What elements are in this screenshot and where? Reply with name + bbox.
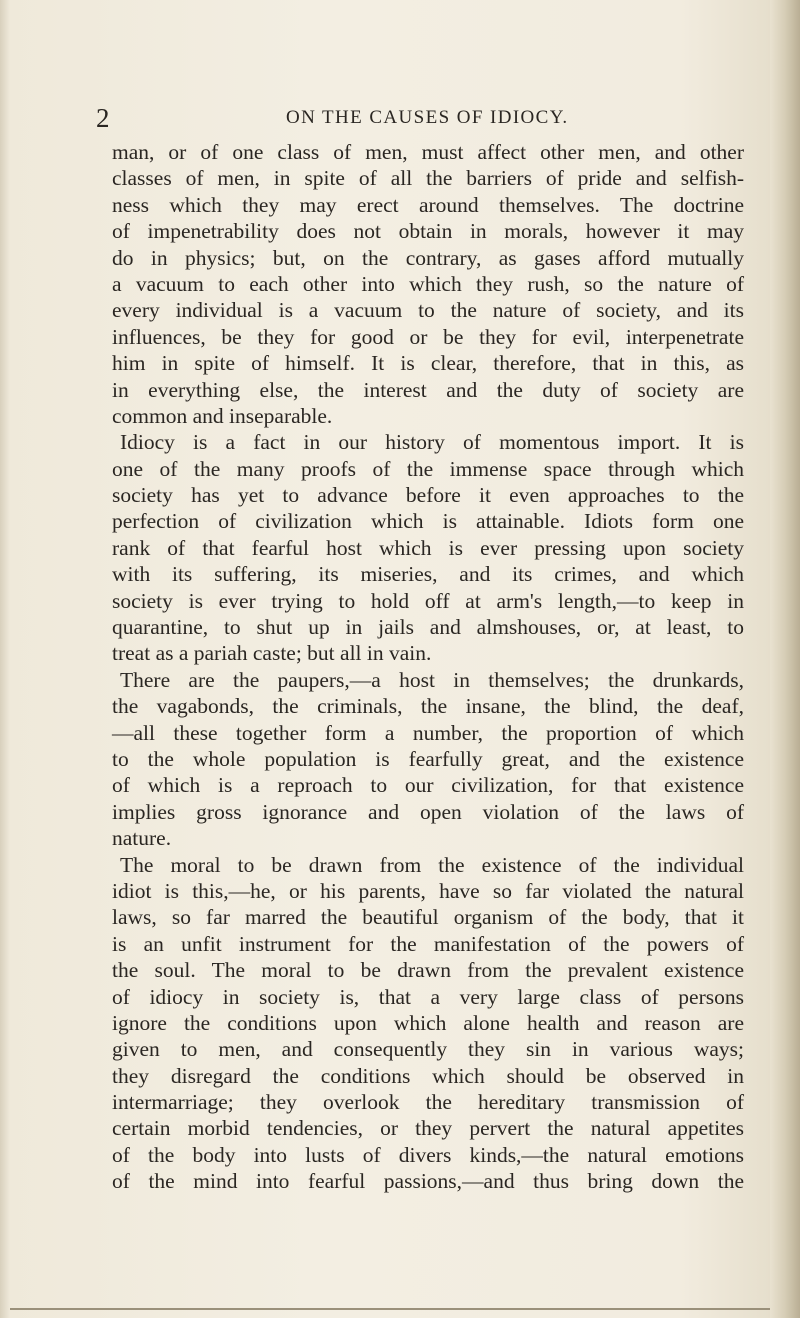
text-line: ignore the conditions upon which alone health and reason are	[112, 1010, 744, 1035]
text-line: Idiocy is a fact in our history of momentous import. It is	[120, 430, 744, 455]
text-line: a vacuum to each other into which they rush, so the nature of	[112, 271, 744, 296]
body-text	[112, 139, 744, 1195]
text-line: nature.	[112, 826, 172, 851]
text-line: implies gross ignorance and open violation of the laws of	[112, 799, 744, 824]
text-line: rank of that fearful host which is ever pressing upon society	[112, 535, 744, 560]
text-line: idiot is this,—he, or his parents, have so far violated the natural	[112, 878, 744, 903]
text-line: one of the many proofs of the immense space through which	[112, 456, 744, 481]
text-line: laws, so far marred the beautiful organism of the body, that it	[112, 905, 744, 930]
text-line: the soul. The moral to be drawn from the prevalent existence	[112, 958, 744, 983]
text-line: intermarriage; they overlook the hereditary transmission of	[112, 1090, 744, 1115]
text-line: The moral to be drawn from the existence of the individual	[120, 852, 744, 877]
page-left-edge	[0, 0, 10, 1318]
text-line: in everything else, the interest and the duty of society are	[112, 377, 744, 402]
text-line: do in physics; but, on the contrary, as gases afford mutually	[112, 245, 744, 270]
text-line: is an unfit instrument for the manifestation of the powers of	[112, 931, 744, 956]
text-line: given to men, and consequently they sin in various ways;	[112, 1037, 744, 1062]
text-line: perfection of civilization which is attainable. Idiots form one	[112, 509, 744, 534]
text-line: every individual is a vacuum to the nature of society, and its	[112, 298, 744, 323]
text-line: influences, be they for good or be they for evil, interpenetrate	[112, 324, 744, 349]
text-line: of which is a reproach to our civilization, for that existence	[112, 773, 744, 798]
text-line: with its suffering, its miseries, and its crimes, and which	[112, 562, 744, 587]
page-right-edge	[770, 0, 800, 1318]
text-line: ness which they may erect around themselves. The doctrine	[112, 192, 744, 217]
text-line: to the whole population is fearfully great, and the existence	[112, 746, 744, 771]
text-line: him in spite of himself. It is clear, therefore, that in this, as	[112, 351, 744, 376]
text-line: certain morbid tendencies, or they pervert the natural appetites	[112, 1116, 744, 1141]
text-line: of idiocy in society is, that a very large class of persons	[112, 984, 744, 1009]
running-head: ON THE CAUSES OF IDIOCY.	[286, 107, 569, 128]
text-line: treat as a pariah caste; but all in vain.	[112, 641, 432, 666]
page-header	[96, 103, 746, 133]
text-line: of the body into lusts of divers kinds,—the natural emotions	[112, 1142, 744, 1167]
text-line: society is ever trying to hold off at arm's length,—to keep in	[112, 588, 744, 613]
text-line: classes of men, in spite of all the barriers of pride and selfish-	[112, 166, 744, 191]
text-line: quarantine, to shut up in jails and almshouses, or, at least, to	[112, 615, 744, 640]
text-line: of the mind into fearful passions,—and thus bring down the	[112, 1169, 744, 1194]
text-line: of impenetrability does not obtain in morals, however it may	[112, 219, 744, 244]
text-line: the vagabonds, the criminals, the insane, the blind, the deaf,	[112, 694, 744, 719]
text-line: they disregard the conditions which should be observed in	[112, 1063, 744, 1088]
page-bottom-edge	[10, 1308, 770, 1310]
page-number: 2	[96, 103, 110, 133]
text-line: common and inseparable.	[112, 403, 333, 428]
text-line: —all these together form a number, the proportion of which	[112, 720, 744, 745]
text-line: society has yet to advance before it even approaches to the	[112, 483, 744, 508]
text-line: There are the paupers,—a host in themselves; the drunkards,	[120, 667, 744, 692]
text-line: man, or of one class of men, must affect other men, and other	[112, 140, 744, 164]
